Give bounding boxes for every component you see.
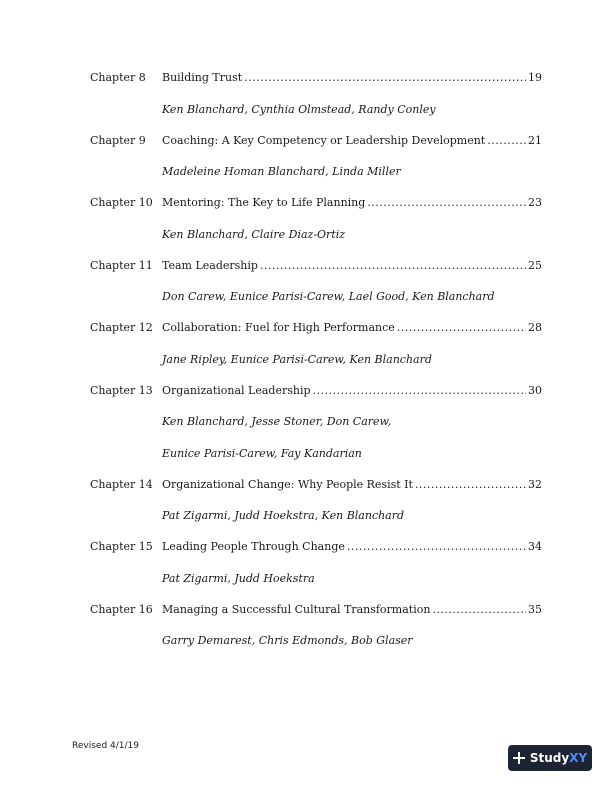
chapter-title[interactable]: Team Leadership xyxy=(162,258,258,272)
chapter-title[interactable]: Mentoring: The Key to Life Planning xyxy=(162,196,366,209)
chapter-number: Chapter 8 xyxy=(90,71,146,84)
chapter-authors: Pat Zigarmi, Judd Hoekstra, Ken Blanchard xyxy=(162,509,405,522)
chapter-authors: Ken Blanchard, Cynthia Olmstead, Randy Conley xyxy=(162,102,436,116)
toc-entry[interactable] xyxy=(90,539,542,602)
page-number: 19 xyxy=(528,71,542,84)
chapter-number: Chapter 9 xyxy=(90,133,146,147)
chapter-authors: Don Carew, Eunice Parisi-Carew, Lael Good, Ken Blanchard xyxy=(162,290,495,303)
page-number: 35 xyxy=(528,602,542,616)
chapter-number: Chapter 14 xyxy=(90,477,153,491)
chapter-authors: Madeleine Homan Blanchard, Linda Miller xyxy=(162,165,401,178)
chapter-number: Chapter 12 xyxy=(90,321,153,334)
chapter-number: Chapter 11 xyxy=(90,258,153,272)
page-number: 21 xyxy=(528,133,542,147)
toc-chapter-line[interactable] xyxy=(90,477,542,493)
toc-entry[interactable] xyxy=(90,383,542,477)
toc-entry[interactable] xyxy=(90,320,542,383)
chapter-title[interactable]: Organizational Change: Why People Resist It xyxy=(162,477,413,491)
dot-leader xyxy=(313,383,526,399)
page-number: 30 xyxy=(528,383,542,397)
toc-chapter-line[interactable] xyxy=(90,258,542,274)
page-number: 32 xyxy=(528,477,542,491)
dot-leader xyxy=(432,602,526,618)
chapter-authors: Ken Blanchard, Claire Diaz-Ortiz xyxy=(162,227,346,241)
dot-leader xyxy=(397,320,526,336)
toc-chapter-line[interactable] xyxy=(90,539,542,555)
toc-entry[interactable] xyxy=(90,195,542,258)
chapter-authors: Garry Demarest, Chris Edmonds, Bob Glaser xyxy=(162,634,413,647)
table-of-contents xyxy=(90,70,542,664)
chapter-number: Chapter 15 xyxy=(90,540,153,553)
brand-name-main: Study xyxy=(529,751,570,765)
toc-chapter-line[interactable] xyxy=(90,383,542,399)
toc-chapter-line[interactable] xyxy=(90,195,542,211)
dot-leader xyxy=(347,539,526,555)
toc-chapter-line[interactable] xyxy=(90,602,542,618)
toc-entry[interactable] xyxy=(90,602,542,665)
chapter-number: Chapter 13 xyxy=(90,383,153,397)
toc-entry[interactable] xyxy=(90,258,542,321)
chapter-authors: Eunice Parisi-Carew, Fay Kandarian xyxy=(162,446,362,460)
page-number: 23 xyxy=(528,196,542,209)
chapter-title[interactable]: Building Trust xyxy=(162,71,243,84)
chapter-title[interactable]: Leading People Through Change xyxy=(162,540,345,553)
dot-leader xyxy=(367,195,526,211)
chapter-authors: Pat Zigarmi, Judd Hoekstra xyxy=(162,571,315,585)
chapter-number: Chapter 10 xyxy=(90,196,153,209)
chapter-title[interactable]: Organizational Leadership xyxy=(162,383,311,397)
page-number: 28 xyxy=(528,321,542,334)
chapter-title[interactable]: Coaching: A Key Competency or Leadership Development xyxy=(162,133,486,147)
page-number: 34 xyxy=(528,540,542,553)
revision-date: Revised 4/1/19 xyxy=(72,741,139,751)
chapter-authors: Ken Blanchard, Jesse Stoner, Don Carew, xyxy=(162,415,392,428)
brand-name-accent: XY xyxy=(569,751,588,765)
toc-entry[interactable] xyxy=(90,477,542,540)
toc-entry[interactable] xyxy=(90,133,542,196)
toc-entry[interactable] xyxy=(90,70,542,133)
chapter-title[interactable]: Collaboration: Fuel for High Performance xyxy=(162,321,395,334)
toc-chapter-line[interactable] xyxy=(90,133,542,149)
toc-chapter-line[interactable] xyxy=(90,320,542,336)
dot-leader xyxy=(260,258,526,274)
studyxy-badge[interactable] xyxy=(508,745,592,771)
toc-chapter-line[interactable] xyxy=(90,70,542,86)
dot-leader xyxy=(244,70,526,86)
plus-icon xyxy=(513,752,525,764)
brand-name xyxy=(530,751,587,765)
chapter-number: Chapter 16 xyxy=(90,602,153,616)
page-number: 25 xyxy=(528,258,542,272)
dot-leader xyxy=(415,477,526,493)
chapter-authors: Jane Ripley, Eunice Parisi-Carew, Ken Blanchard xyxy=(162,352,432,366)
chapter-title[interactable]: Managing a Successful Cultural Transformation xyxy=(162,602,431,616)
dot-leader xyxy=(487,133,526,149)
